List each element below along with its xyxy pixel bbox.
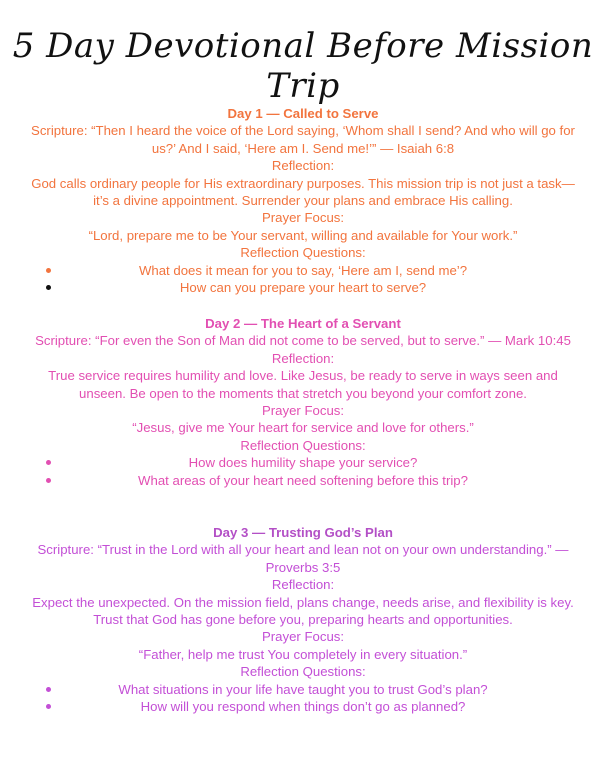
reflection-text: True service requires humility and love. Like Jesus, be ready to serve in ways seen and unseen. Be open to the moments that stretch you beyond your comfort zone. <box>48 368 558 401</box>
questions-list <box>30 681 576 716</box>
list-item <box>30 454 576 471</box>
question-text: What areas of your heart need softening before this trip? <box>138 472 468 488</box>
prayer-text: “Jesus, give me Your heart for service and love for others.” <box>132 420 474 436</box>
prayer-text: “Father, help me trust You completely in every situation.” <box>138 646 468 662</box>
question-text: How can you prepare your heart to serve? <box>179 280 427 296</box>
day-1-section <box>30 105 576 296</box>
list-item <box>30 681 576 698</box>
prayer-text: “Lord, prepare me to be Your servant, willing and available for Your work.” <box>88 227 518 243</box>
scripture-text: Scripture: “For even the Son of Man did not come to be served, but to serve.” — Mark 10:45 <box>35 333 571 349</box>
day-heading: Day 2 — The Heart of a Servant <box>205 316 401 331</box>
scripture-text: Scripture: “Then I heard the voice of the Lord saying, ‘Whom shall I send? And who will go for us?’ And I said, ‘Here am I. Send me!’” — Isaiah 6:8 <box>31 123 575 156</box>
day-2-section <box>30 315 576 489</box>
prayer-label: Prayer Focus: <box>261 629 345 645</box>
question-text: How does humility shape your service? <box>188 455 418 471</box>
questions-list <box>30 262 576 297</box>
reflection-label: Reflection: <box>271 158 335 174</box>
list-item <box>30 472 576 489</box>
day-heading: Day 1 — Called to Serve <box>227 106 379 121</box>
question-text: What does it mean for you to say, ‘Here am I, send me’? <box>138 262 468 278</box>
bullet-icon <box>46 704 51 709</box>
list-item <box>30 262 576 279</box>
day-heading: Day 3 — Trusting God’s Plan <box>213 525 393 540</box>
day-3-section <box>30 524 576 715</box>
questions-label: Reflection Questions: <box>240 664 366 680</box>
reflection-text: Expect the unexpected. On the mission field, plans change, needs arise, and flexibility is key. Trust that God has gone before you, preparing hearts and opportunities. <box>32 594 574 628</box>
reflection-label: Reflection: <box>271 577 335 593</box>
bullet-icon <box>46 460 51 465</box>
questions-label: Reflection Questions: <box>240 437 366 453</box>
prayer-label: Prayer Focus: <box>261 403 345 419</box>
page-title: 5 Day Devotional Before Mission Trip <box>12 26 594 106</box>
scripture-text: Scripture: “Trust in the Lord with all your heart and lean not on your own understanding.” — Proverbs 3:5 <box>37 542 569 575</box>
question-text: What situations in your life have taught you to trust God’s plan? <box>118 681 488 697</box>
bullet-icon <box>46 478 51 483</box>
prayer-label: Prayer Focus: <box>261 210 345 226</box>
list-item <box>30 698 576 715</box>
bullet-icon <box>46 285 51 290</box>
question-text: How will you respond when things don’t go as planned? <box>140 699 466 715</box>
reflection-label: Reflection: <box>271 350 335 366</box>
list-item <box>30 279 576 296</box>
questions-label: Reflection Questions: <box>240 245 366 261</box>
reflection-text: God calls ordinary people for His extraordinary purposes. This mission trip is not just a task—it’s a divine appointment. Surrender your plans and embrace His calling. <box>31 175 575 209</box>
questions-list <box>30 454 576 489</box>
bullet-icon <box>46 687 51 692</box>
bullet-icon <box>46 268 51 273</box>
